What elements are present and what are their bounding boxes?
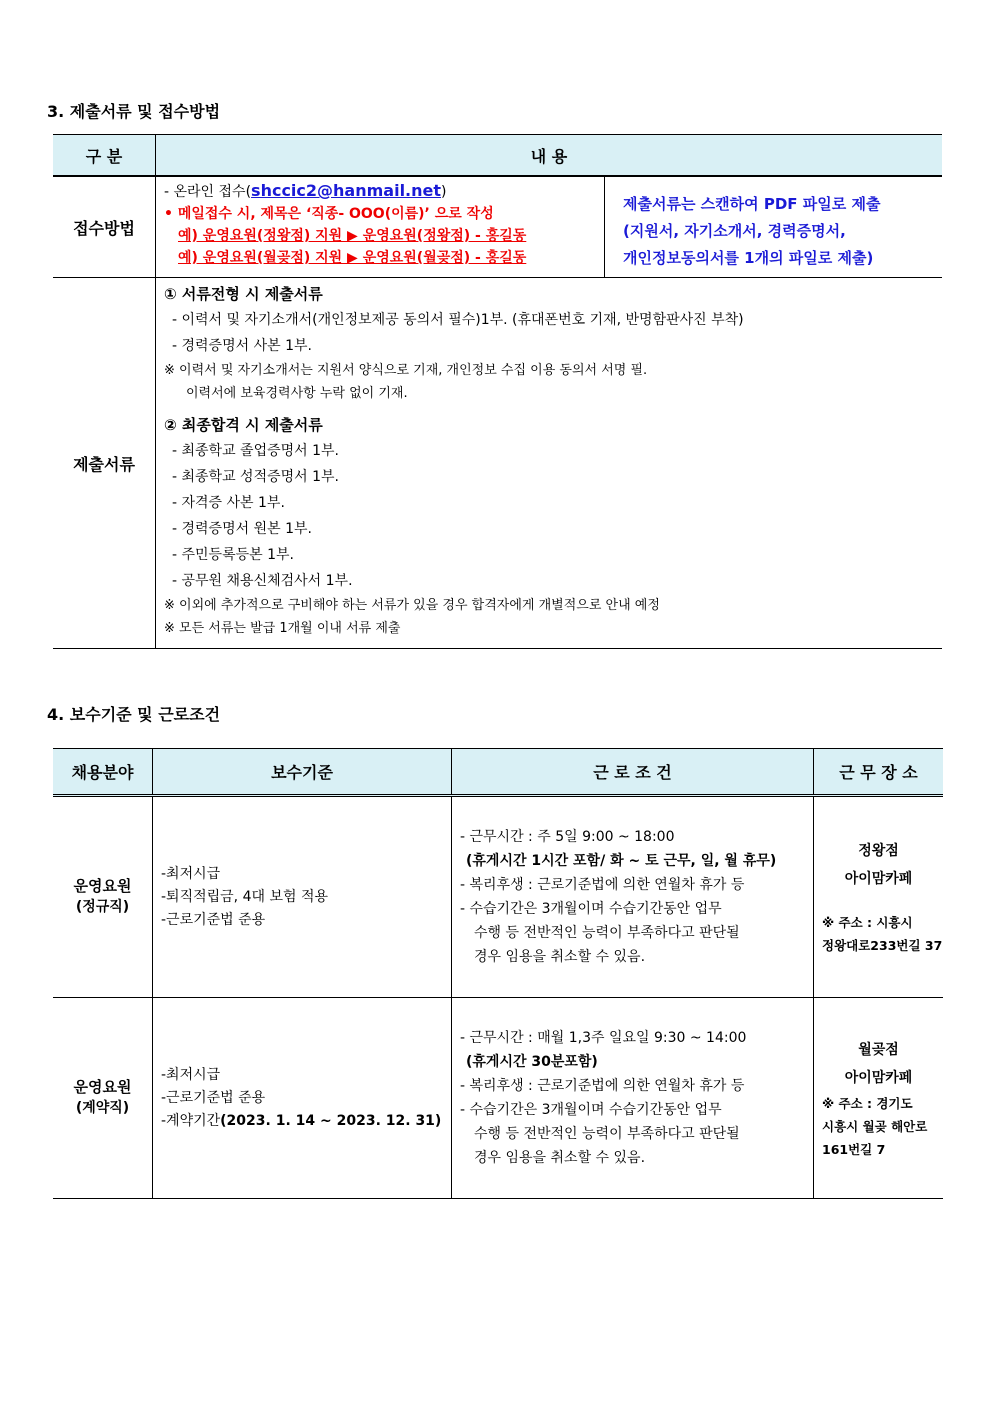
- example-2: 예) 운영요원(월곶점) 지원 ▶ 운영요원(월곶점) - 홍길동: [178, 250, 527, 266]
- cond-probation-3: 경우 임용을 취소할 수 있음.: [474, 1150, 646, 1166]
- cond-probation: - 수습기간은 3개월이며 수습기간동안 업무: [460, 1102, 722, 1118]
- docs-label: 제출서류: [53, 278, 156, 649]
- docs-note-2: 이력서에 보육경력사항 누락 없이 기재.: [186, 386, 408, 401]
- email-link[interactable]: shccic2@hanmail.net: [251, 181, 442, 200]
- header-content: 내 용: [156, 135, 943, 177]
- header-pay: 보수기준: [153, 749, 452, 796]
- docs-heading-2: ② 최종합격 시 제출서류: [164, 416, 323, 434]
- cond-probation-3: 경우 임용을 취소할 수 있음.: [474, 949, 646, 965]
- mail-rule: • 메일접수 시, 제목은 ‘직종- OOO(이름)’ 으로 작성: [164, 206, 494, 222]
- header-category: 구 분: [53, 135, 156, 177]
- section3-title: 3. 제출서류 및 접수방법: [47, 102, 221, 121]
- docs-note-4: ※ 모든 서류는 발급 1개월 이내 서류 제출: [164, 621, 401, 636]
- docs-line-7: - 주민등록등본 1부.: [172, 547, 294, 563]
- field-name: 운영요원: [73, 877, 132, 895]
- pay-contract-period: (2023. 1. 14 ~ 2023. 12. 31): [220, 1112, 442, 1129]
- field-type: (계약직): [75, 1100, 130, 1116]
- docs-note-3: ※ 이외에 추가적으로 구비해야 하는 서류가 있을 경우 합격자에게 개별적으로 안내 예정: [164, 598, 660, 613]
- place-cafe: 아이맘카페: [844, 871, 913, 887]
- conditions-table: [53, 748, 943, 1199]
- note-line-3: 개인정보동의서를 1개의 파일로 제출): [623, 249, 874, 267]
- pay-line: -근로기준법 준용: [161, 911, 266, 928]
- cond-hours: - 근무시간 : 주 5일 9:00 ~ 18:00: [460, 829, 675, 845]
- pay-line: -최저시급: [161, 865, 221, 882]
- docs-line-5: - 자격증 사본 1부.: [172, 495, 285, 511]
- place-address: ※ 주소 : 시흥시: [822, 915, 913, 930]
- cond-probation-2: 수행 등 전반적인 능력이 부족하다고 판단될: [474, 1126, 740, 1142]
- place-cafe: 아이맘카페: [844, 1069, 913, 1086]
- online-prefix: - 온라인 접수(: [164, 184, 252, 200]
- pay-line: -최저시급: [161, 1066, 221, 1083]
- cond-break: (휴게시간 1시간 포함/ 화 ~ 토 근무, 일, 월 휴무): [466, 853, 777, 869]
- place-address-3: 161번길 7: [822, 1141, 886, 1157]
- cond-break: (휴게시간 30분포함): [466, 1054, 598, 1070]
- field-name: 운영요원: [73, 1078, 132, 1096]
- docs-heading-1: ① 서류전형 시 제출서류: [164, 285, 323, 303]
- cond-probation-2: 수행 등 전반적인 능력이 부족하다고 판단될: [474, 925, 740, 941]
- section4-title: 4. 보수기준 및 근로조건: [47, 705, 221, 724]
- docs-note-1: ※ 이력서 및 자기소개서는 지원서 양식으로 기재, 개인정보 수집 이용 동의서 서명 필.: [164, 363, 648, 378]
- cond-hours: - 근무시간 : 매월 1,3주 일요일 9:30 ~ 14:00: [460, 1030, 747, 1046]
- header-place: 근 무 장 소: [814, 749, 944, 796]
- header-field: 채용분야: [53, 749, 153, 796]
- docs-line-2: - 경력증명서 사본 1부.: [172, 338, 312, 354]
- place-branch: 정왕점: [858, 843, 899, 859]
- cond-benefits: - 복리후생 : 근로기준법에 의한 연월차 휴가 등: [460, 877, 745, 893]
- submission-table: [53, 134, 942, 649]
- place-address: ※ 주소 : 경기도: [822, 1095, 913, 1111]
- field-type: (정규직): [75, 899, 130, 915]
- cond-probation: - 수습기간은 3개월이며 수습기간동안 업무: [460, 901, 722, 917]
- table-row: [53, 998, 943, 1199]
- docs-line-8: - 공무원 채용신체검사서 1부.: [172, 573, 353, 589]
- note-line-1: 제출서류는 스캔하여 PDF 파일로 제출: [623, 195, 881, 213]
- docs-line-3: - 최종학교 졸업증명서 1부.: [172, 443, 339, 459]
- online-suffix: ): [441, 184, 447, 200]
- pay-line: -근로기준법 준용: [161, 1089, 266, 1106]
- docs-line-4: - 최종학교 성적증명서 1부.: [172, 469, 339, 485]
- cond-benefits: - 복리후생 : 근로기준법에 의한 연월차 휴가 등: [460, 1078, 745, 1094]
- method-label: 접수방법: [53, 176, 156, 278]
- note-line-2: (지원서, 자기소개서, 경력증명서,: [623, 222, 846, 240]
- pay-contract-prefix: -계약기간: [161, 1112, 221, 1129]
- table-row: [53, 796, 943, 998]
- place-address-2: 정왕대로233번길 37: [822, 938, 943, 953]
- place-branch: 월곶점: [858, 1041, 899, 1058]
- place-address-2: 시흥시 월곶 해안로: [822, 1118, 928, 1134]
- header-conditions: 근 로 조 건: [452, 749, 814, 796]
- example-1: 예) 운영요원(정왕점) 지원 ▶ 운영요원(정왕점) - 홍길동: [178, 228, 527, 244]
- docs-line-1: - 이력서 및 자기소개서(개인정보제공 동의서 필수)1부. (휴대폰번호 기재, 반명함판사진 부착): [172, 312, 744, 328]
- docs-line-6: - 경력증명서 원본 1부.: [172, 521, 312, 537]
- pay-line: -퇴직적립금, 4대 보험 적용: [161, 888, 328, 905]
